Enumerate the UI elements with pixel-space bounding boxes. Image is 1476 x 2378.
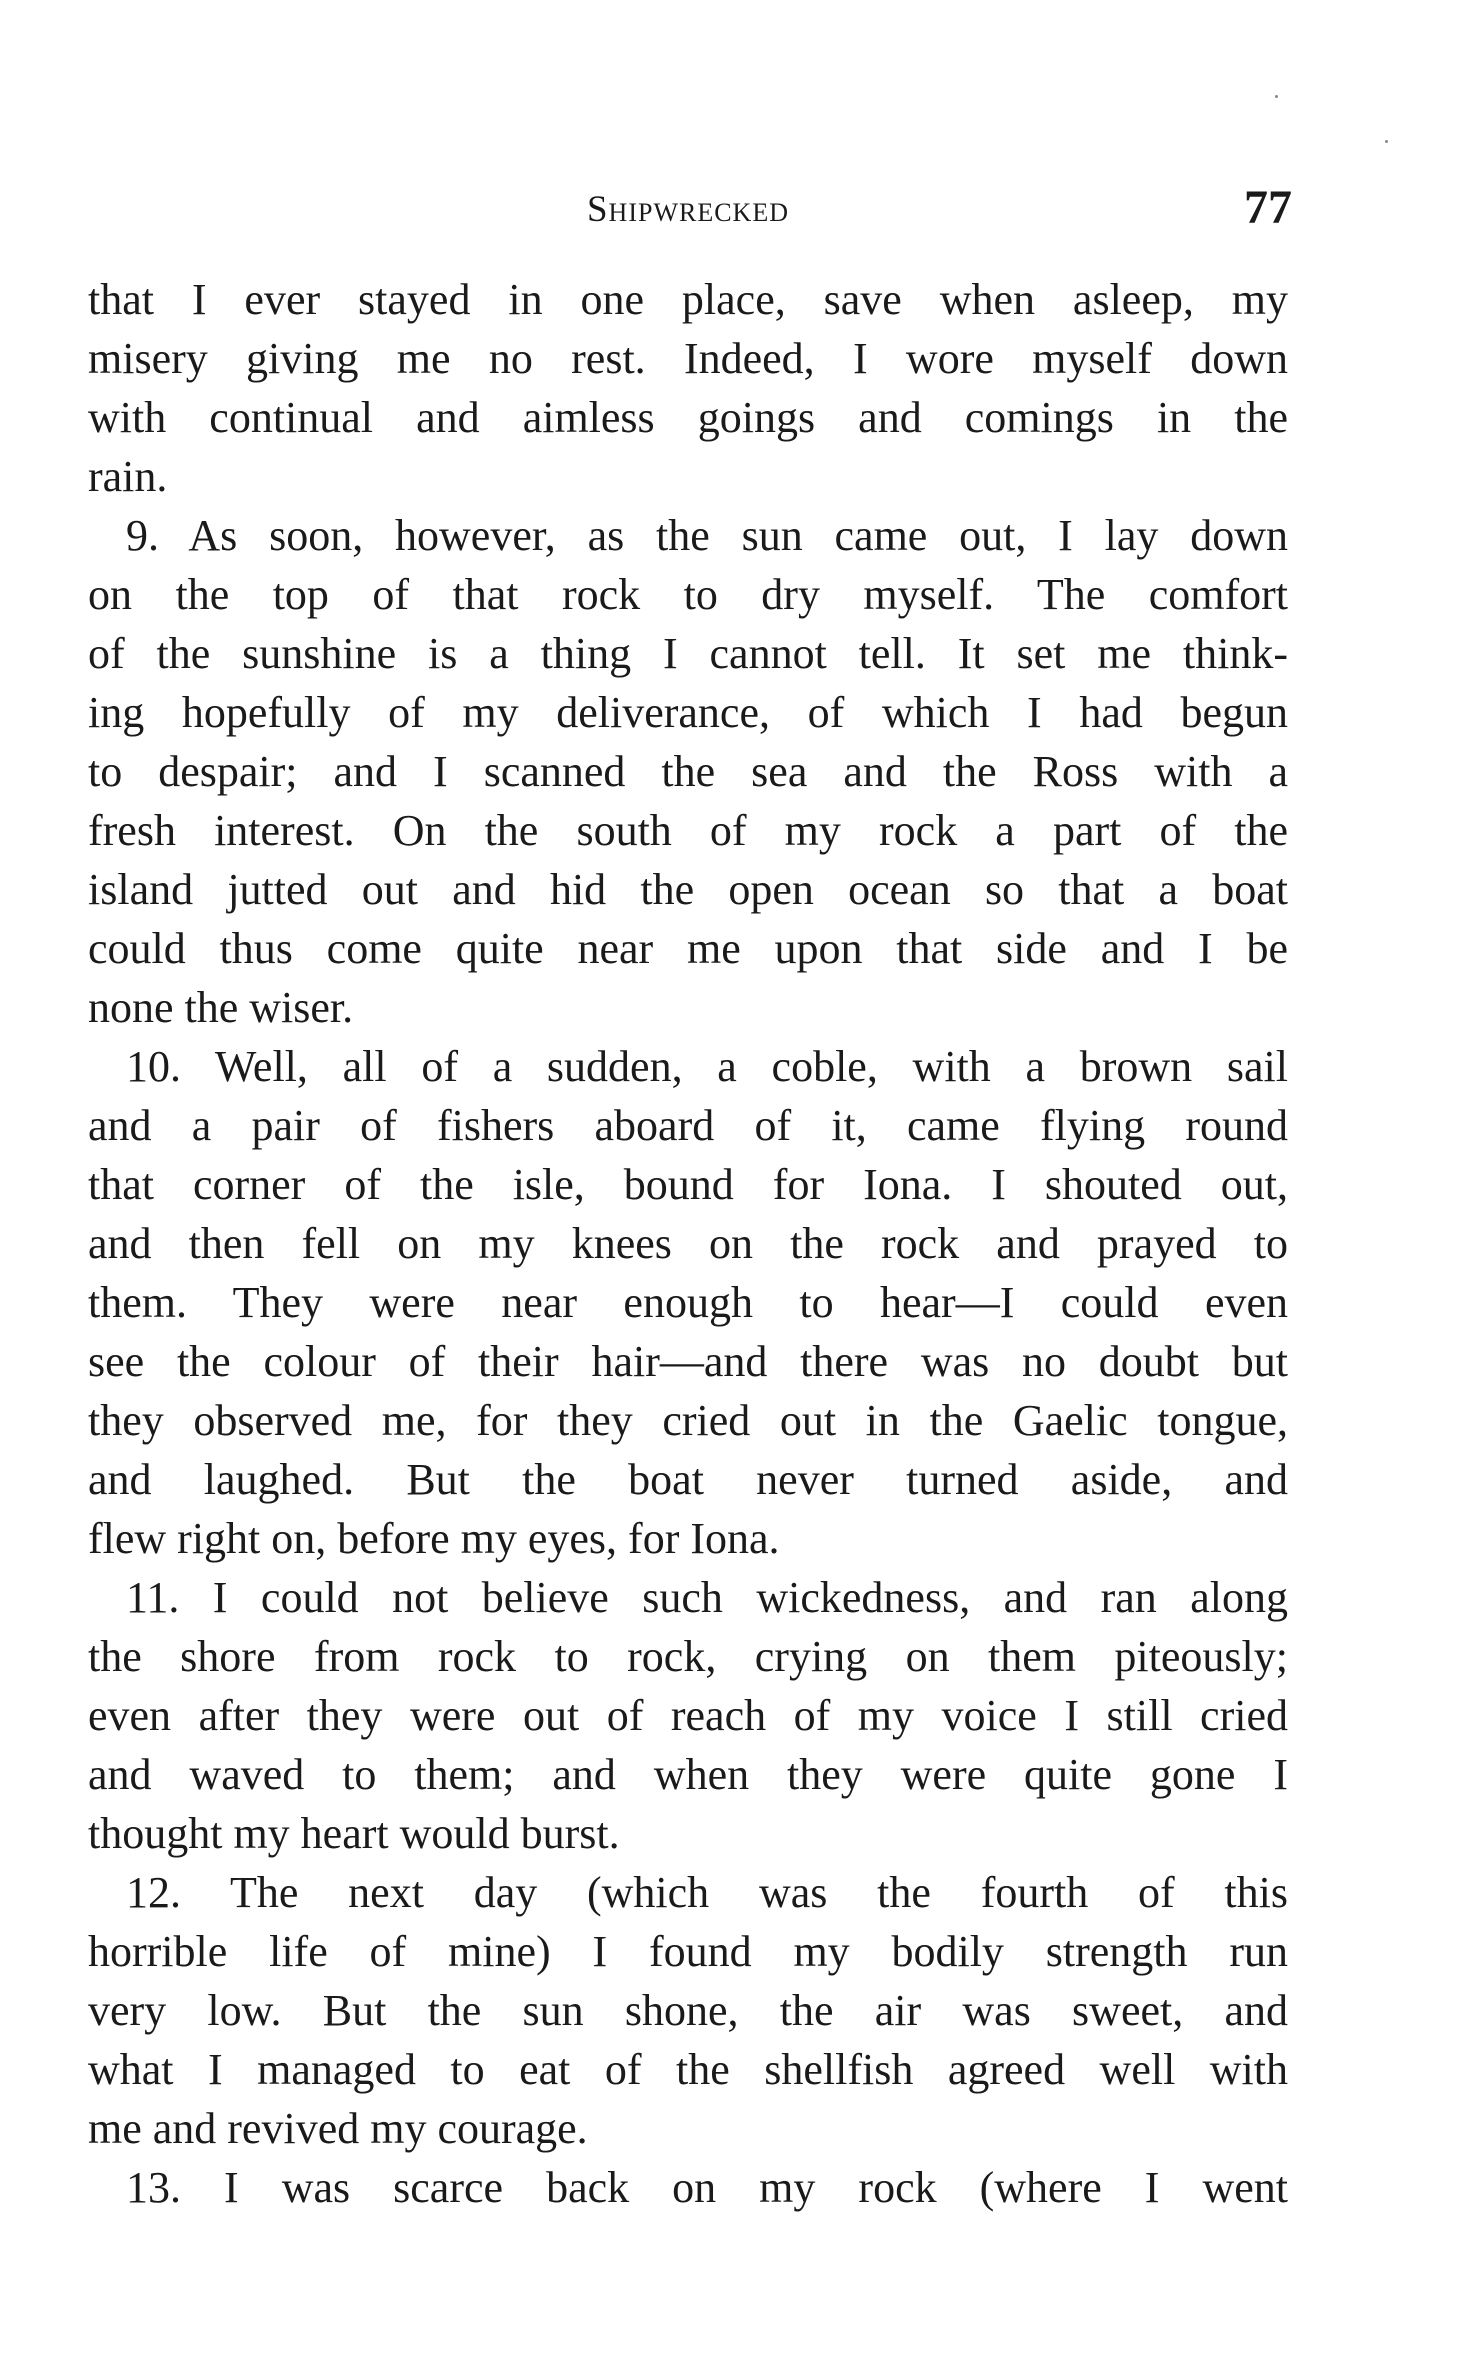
- text-line: the shore from rock to rock, crying on them piteously;: [88, 1632, 1288, 1681]
- scan-speck: [1275, 95, 1278, 98]
- paragraph-start-line: 10. Well, all of a sudden, a coble, with a brown sail: [126, 1042, 1288, 1091]
- text-line: me and revived my courage.: [88, 2104, 588, 2153]
- text-line: could thus come quite near me upon that side and I be: [88, 924, 1288, 973]
- text-line: ing hopefully of my deliverance, of which I had begun: [88, 688, 1288, 737]
- text-line: that corner of the isle, bound for Iona. I shouted out,: [88, 1160, 1288, 1209]
- text-line: flew right on, before my eyes, for Iona.: [88, 1514, 780, 1563]
- text-line: even after they were out of reach of my voice I still cried: [88, 1691, 1288, 1740]
- text-line: to despair; and I scanned the sea and the Ross with a: [88, 747, 1288, 796]
- text-line: and a pair of fishers aboard of it, came flying round: [88, 1101, 1288, 1150]
- text-line: what I managed to eat of the shellfish agreed well with: [88, 2045, 1288, 2094]
- text-line: none the wiser.: [88, 983, 354, 1032]
- text-line: they observed me, for they cried out in the Gaelic tongue,: [88, 1396, 1288, 1445]
- text-line: horrible life of mine) I found my bodily strength run: [88, 1927, 1288, 1976]
- paragraph-start-line: 12. The next day (which was the fourth of this: [126, 1868, 1288, 1917]
- text-line: of the sunshine is a thing I cannot tell. It set me think-: [88, 629, 1288, 678]
- text-line: and then fell on my knees on the rock and prayed to: [88, 1219, 1288, 1268]
- text-line: rain.: [88, 452, 168, 501]
- text-line: thought my heart would burst.: [88, 1809, 620, 1858]
- text-line: and waved to them; and when they were quite gone I: [88, 1750, 1288, 1799]
- text-line: that I ever stayed in one place, save when asleep, my: [88, 275, 1288, 324]
- page-number: 77: [1244, 181, 1292, 234]
- body-text: [88, 270, 1288, 2217]
- paragraph-start-line: 9. As soon, however, as the sun came out, I lay down: [126, 511, 1288, 560]
- running-head: [88, 180, 1292, 240]
- text-line: see the colour of their hair—and there was no doubt but: [88, 1337, 1288, 1386]
- text-line: and laughed. But the boat never turned aside, and: [88, 1455, 1288, 1504]
- text-line: misery giving me no rest. Indeed, I wore myself down: [88, 334, 1288, 383]
- text-line: with continual and aimless goings and comings in the: [88, 393, 1288, 442]
- text-line: very low. But the sun shone, the air was sweet, and: [88, 1986, 1288, 2035]
- paragraph-start-line: 13. I was scarce back on my rock (where I went: [126, 2163, 1288, 2212]
- text-line: them. They were near enough to hear—I could even: [88, 1278, 1288, 1327]
- running-title: Shipwrecked: [586, 189, 789, 230]
- paragraph-start-line: 11. I could not believe such wickedness, and ran along: [126, 1573, 1288, 1622]
- text-line: island jutted out and hid the open ocean so that a boat: [88, 865, 1288, 914]
- text-line: fresh interest. On the south of my rock a part of the: [88, 806, 1288, 855]
- scan-speck: [1385, 140, 1388, 143]
- text-line: on the top of that rock to dry myself. The comfort: [88, 570, 1288, 619]
